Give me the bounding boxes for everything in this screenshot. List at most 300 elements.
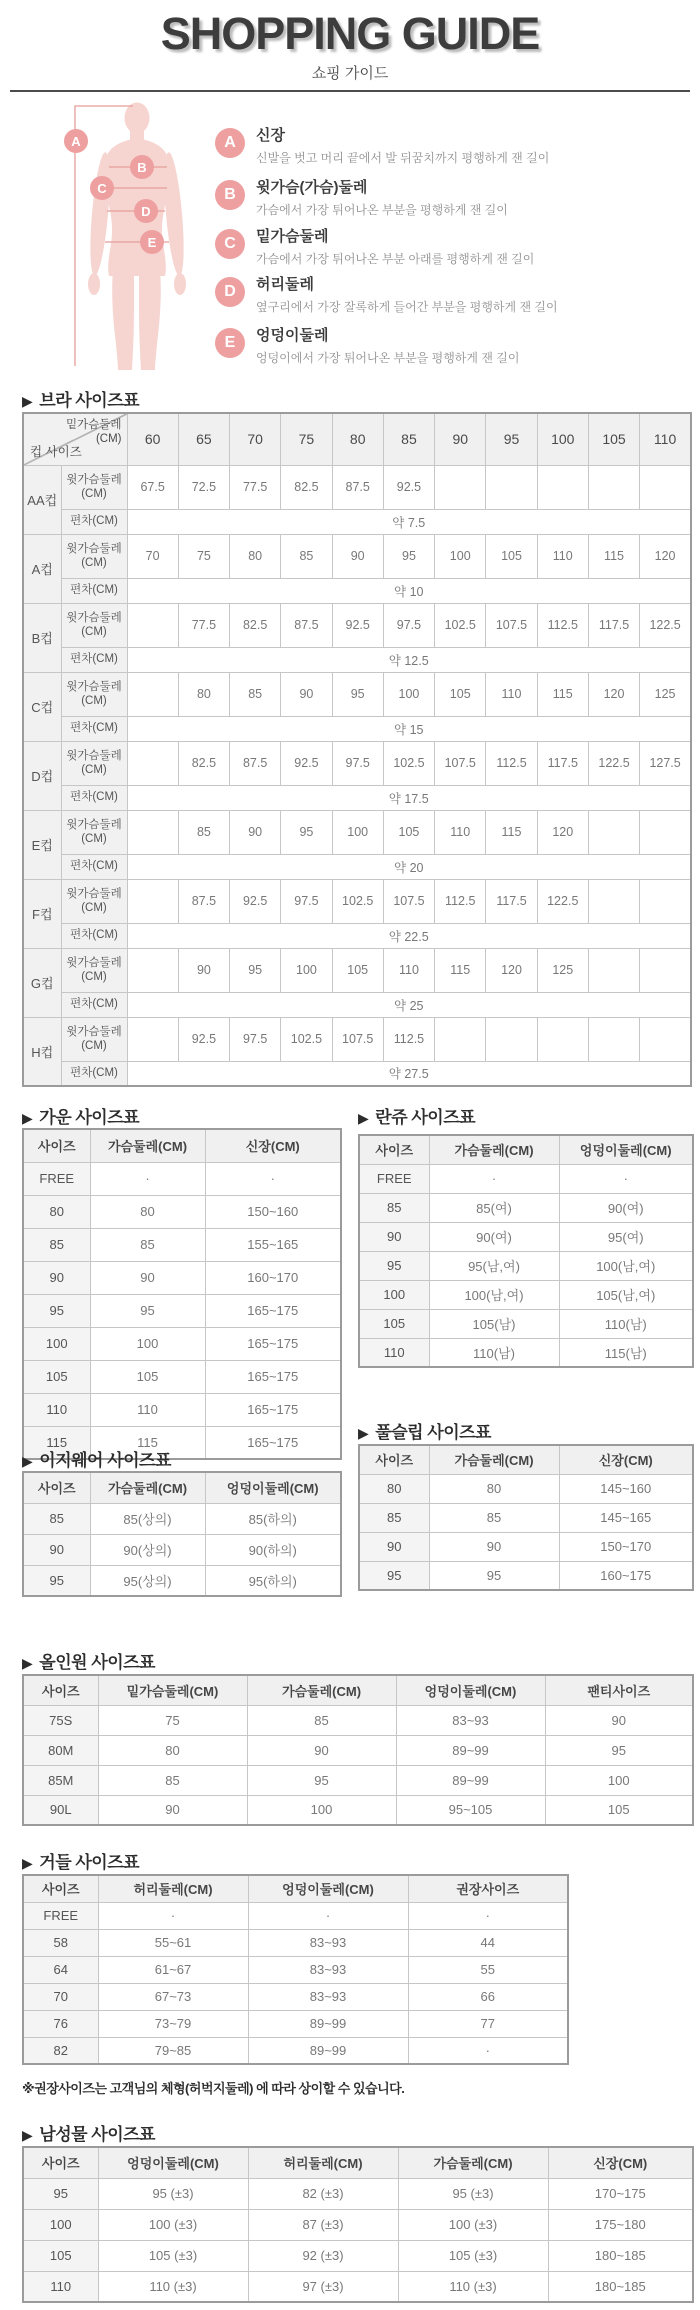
bust-value-cell: 87.5 xyxy=(178,879,229,923)
bust-value-cell: 105 xyxy=(435,672,486,716)
table-cell: 89~99 xyxy=(248,2037,408,2064)
column-header: 사이즈 xyxy=(23,1875,98,1902)
bust-value-cell xyxy=(640,810,691,854)
table-cell: 110 (±3) xyxy=(398,2271,548,2302)
legend-item-waist xyxy=(215,277,558,315)
table-cell: 100 xyxy=(247,1795,396,1825)
table-cell: 83~93 xyxy=(248,1983,408,2010)
cup-size-label: C컵 xyxy=(23,672,61,741)
column-header: 신장(CM) xyxy=(205,1129,341,1162)
table-cell: 55~61 xyxy=(98,1929,248,1956)
column-header: 엉덩이둘레(CM) xyxy=(559,1135,693,1164)
column-header: 가슴둘레(CM) xyxy=(90,1472,205,1503)
table-cell: 100 xyxy=(90,1327,205,1360)
legend-desc: 엉덩이에서 가장 튀어나온 부분을 평행하게 잰 길이 xyxy=(256,350,520,365)
deviation-row-label: 편차(CM) xyxy=(61,854,127,879)
bust-value-cell: 90 xyxy=(230,810,281,854)
band-size-header: 85 xyxy=(383,413,434,465)
section-arrow-icon: ▶ xyxy=(22,2127,33,2143)
table-cell: · xyxy=(248,1902,408,1929)
table-cell: 90(여) xyxy=(429,1222,559,1251)
column-header: 엉덩이둘레(CM) xyxy=(205,1472,341,1503)
row-size-label: 85 xyxy=(359,1193,429,1222)
row-size-label: FREE xyxy=(23,1162,90,1195)
row-size-label: 80M xyxy=(23,1735,98,1765)
cup-size-label: H컵 xyxy=(23,1017,61,1086)
table-cell: 90(하의) xyxy=(205,1534,341,1565)
table-cell: 87 (±3) xyxy=(248,2209,398,2240)
bust-value-cell: 102.5 xyxy=(281,1017,332,1061)
corner-label-band: 밑가슴둘레 (CM) xyxy=(65,419,122,446)
bust-value-cell: 107.5 xyxy=(332,1017,383,1061)
measure-legend xyxy=(215,98,693,378)
table-cell: · xyxy=(408,1902,568,1929)
section-title-bra: ▶ 브라 사이즈표 xyxy=(22,391,140,410)
easywear-size-table xyxy=(22,1471,340,1597)
row-size-label: 110 xyxy=(359,1338,429,1367)
bust-value-cell: 115 xyxy=(588,534,639,578)
table-cell: 97 (±3) xyxy=(248,2271,398,2302)
bust-row-label: 윗가슴둘레 (CM) xyxy=(61,1017,127,1061)
bust-value-cell xyxy=(127,603,178,647)
deviation-value-cell: 약 12.5 xyxy=(127,647,691,672)
table-cell: 165~175 xyxy=(205,1426,341,1459)
page-title: SHOPPING GUIDE xyxy=(160,8,540,59)
bust-value-cell: 115 xyxy=(486,810,537,854)
bust-value-cell: 112.5 xyxy=(537,603,588,647)
bust-value-cell: 117.5 xyxy=(486,879,537,923)
deviation-row-label: 편차(CM) xyxy=(61,716,127,741)
bust-value-cell: 122.5 xyxy=(537,879,588,923)
bust-value-cell: 90 xyxy=(281,672,332,716)
letter-badge-e: E xyxy=(215,328,245,358)
row-size-label: 75S xyxy=(23,1705,98,1735)
bust-value-cell: 110 xyxy=(383,948,434,992)
section-arrow-icon: ▶ xyxy=(358,1425,369,1441)
row-size-label: 64 xyxy=(23,1956,98,1983)
table-cell: 90 xyxy=(247,1735,396,1765)
table-cell: 55 xyxy=(408,1956,568,1983)
table-cell: 90 xyxy=(90,1261,205,1294)
table-cell: 150~170 xyxy=(559,1532,693,1561)
body-silhouette xyxy=(87,103,188,371)
row-size-label: 105 xyxy=(23,2240,98,2271)
table-cell: 180~185 xyxy=(548,2271,693,2302)
bust-value-cell: 87.5 xyxy=(332,465,383,509)
bust-value-cell: 82.5 xyxy=(230,603,281,647)
table-cell: 165~175 xyxy=(205,1327,341,1360)
table-cell: 90 xyxy=(98,1795,247,1825)
bra-size-table xyxy=(22,412,692,1087)
table-cell: 110(남) xyxy=(429,1338,559,1367)
figure-letter-c: C xyxy=(97,181,107,196)
row-size-label: 85M xyxy=(23,1765,98,1795)
section-arrow-icon: ▶ xyxy=(22,1655,33,1671)
table-cell: 83~93 xyxy=(396,1705,545,1735)
table-cell: 100 (±3) xyxy=(98,2209,248,2240)
legend-item-hip xyxy=(215,328,519,366)
table-cell: 105 xyxy=(545,1795,693,1825)
row-size-label: 110 xyxy=(23,1393,90,1426)
table-cell: 89~99 xyxy=(396,1735,545,1765)
column-header: 가슴둘레(CM) xyxy=(429,1445,559,1474)
page-subtitle: 쇼핑 가이드 xyxy=(311,65,389,82)
row-size-label: 58 xyxy=(23,1929,98,1956)
bust-value-cell: 92.5 xyxy=(281,741,332,785)
mens-size-table xyxy=(22,2146,692,2303)
bust-value-cell xyxy=(486,465,537,509)
band-size-header: 70 xyxy=(230,413,281,465)
table-cell: 160~170 xyxy=(205,1261,341,1294)
legend-desc: 가슴에서 가장 튀어나온 부분을 평행하게 잰 길이 xyxy=(256,202,508,217)
bust-row-label: 윗가슴둘레 (CM) xyxy=(61,810,127,854)
bust-value-cell xyxy=(127,948,178,992)
table-cell: 80 xyxy=(429,1474,559,1503)
section-arrow-icon: ▶ xyxy=(358,1110,369,1126)
bust-row-label: 윗가슴둘레 (CM) xyxy=(61,948,127,992)
bust-value-cell: 92.5 xyxy=(178,1017,229,1061)
row-size-label: 85 xyxy=(359,1503,429,1532)
bust-value-cell: 117.5 xyxy=(588,603,639,647)
bust-value-cell xyxy=(435,465,486,509)
bust-value-cell xyxy=(435,1017,486,1061)
row-size-label: 85 xyxy=(23,1503,90,1534)
row-size-label: 105 xyxy=(23,1360,90,1393)
table-cell: 160~175 xyxy=(559,1561,693,1590)
corner-label-cup: 컵 사이즈 xyxy=(30,444,82,459)
column-header: 사이즈 xyxy=(359,1135,429,1164)
table-cell: 165~175 xyxy=(205,1294,341,1327)
table-cell: 175~180 xyxy=(548,2209,693,2240)
bust-value-cell: 127.5 xyxy=(640,741,691,785)
table-cell: 83~93 xyxy=(248,1956,408,1983)
table-cell: 155~165 xyxy=(205,1228,341,1261)
table-cell: 95 (±3) xyxy=(398,2178,548,2209)
row-size-label: 95 xyxy=(359,1251,429,1280)
table-cell: 105(남) xyxy=(429,1309,559,1338)
bust-row-label: 윗가슴둘레 (CM) xyxy=(61,534,127,578)
table-cell: 95 xyxy=(545,1735,693,1765)
table-cell: 82 (±3) xyxy=(248,2178,398,2209)
column-header: 신장(CM) xyxy=(559,1445,693,1474)
column-header: 허리둘레(CM) xyxy=(98,1875,248,1902)
bust-value-cell: 80 xyxy=(230,534,281,578)
deviation-value-cell: 약 22.5 xyxy=(127,923,691,948)
bust-value-cell xyxy=(588,1017,639,1061)
table-cell: 85 xyxy=(429,1503,559,1532)
table-cell: 90 xyxy=(429,1532,559,1561)
bust-value-cell: 82.5 xyxy=(178,741,229,785)
table-cell: 75 xyxy=(98,1705,247,1735)
bust-value-cell: 122.5 xyxy=(640,603,691,647)
bust-value-cell: 77.5 xyxy=(230,465,281,509)
table-cell: 105 (±3) xyxy=(398,2240,548,2271)
row-size-label: 90L xyxy=(23,1795,98,1825)
bust-value-cell xyxy=(127,879,178,923)
bust-value-cell: 75 xyxy=(178,534,229,578)
deviation-row-label: 편차(CM) xyxy=(61,785,127,810)
deviation-value-cell: 약 15 xyxy=(127,716,691,741)
bust-value-cell xyxy=(537,465,588,509)
row-size-label: 100 xyxy=(23,2209,98,2240)
bust-value-cell: 77.5 xyxy=(178,603,229,647)
bust-value-cell xyxy=(127,741,178,785)
row-size-label: 82 xyxy=(23,2037,98,2064)
bust-value-cell: 100 xyxy=(332,810,383,854)
column-header: 엉덩이둘레(CM) xyxy=(98,2147,248,2178)
row-size-label: 80 xyxy=(23,1195,90,1228)
band-size-header: 80 xyxy=(332,413,383,465)
allinone-size-table xyxy=(22,1674,692,1826)
bust-value-cell xyxy=(640,879,691,923)
letter-badge-b: B xyxy=(215,180,245,210)
band-size-header: 95 xyxy=(486,413,537,465)
bust-value-cell: 117.5 xyxy=(537,741,588,785)
table-cell: 145~165 xyxy=(559,1503,693,1532)
table-cell: 85(상의) xyxy=(90,1503,205,1534)
column-header: 가슴둘레(CM) xyxy=(247,1675,396,1705)
bra-table-corner-cell xyxy=(23,413,127,465)
figure-letter-a: A xyxy=(71,134,81,149)
column-header: 신장(CM) xyxy=(548,2147,693,2178)
column-header: 사이즈 xyxy=(23,1129,90,1162)
bust-value-cell: 120 xyxy=(486,948,537,992)
bust-value-cell: 92.5 xyxy=(230,879,281,923)
table-cell: 150~160 xyxy=(205,1195,341,1228)
table-cell: 110(남) xyxy=(559,1309,693,1338)
table-cell: 79~85 xyxy=(98,2037,248,2064)
row-size-label: 90 xyxy=(359,1222,429,1251)
column-header: 가슴둘레(CM) xyxy=(90,1129,205,1162)
bust-value-cell: 105 xyxy=(332,948,383,992)
girdle-note: ※권장사이즈는 고객님의 체형(허벅지둘레) 에 따라 상이할 수 있습니다. xyxy=(22,2081,405,2096)
row-size-label: 95 xyxy=(359,1561,429,1590)
bust-value-cell xyxy=(588,465,639,509)
bust-value-cell: 85 xyxy=(281,534,332,578)
table-cell: · xyxy=(429,1164,559,1193)
row-size-label: 80 xyxy=(359,1474,429,1503)
deviation-value-cell: 약 20 xyxy=(127,854,691,879)
bust-value-cell: 92.5 xyxy=(383,465,434,509)
bust-value-cell: 85 xyxy=(230,672,281,716)
section-title-gown: ▶ 가운 사이즈표 xyxy=(22,1108,140,1127)
bust-value-cell: 120 xyxy=(588,672,639,716)
bust-value-cell xyxy=(640,1017,691,1061)
table-cell: 85 xyxy=(98,1765,247,1795)
legend-title: 밑가슴둘레 xyxy=(256,228,329,245)
row-size-label: 90 xyxy=(23,1534,90,1565)
bust-value-cell: 112.5 xyxy=(383,1017,434,1061)
table-cell: 61~67 xyxy=(98,1956,248,1983)
body-figure-illustration xyxy=(55,98,215,378)
letter-badge-a: A xyxy=(215,128,245,158)
bust-value-cell: 72.5 xyxy=(178,465,229,509)
bust-value-cell: 102.5 xyxy=(435,603,486,647)
legend-title: 허리둘레 xyxy=(256,276,314,293)
table-cell: 95~105 xyxy=(396,1795,545,1825)
section-title-mens: ▶ 남성물 사이즈표 xyxy=(22,2125,155,2144)
bust-value-cell: 97.5 xyxy=(383,603,434,647)
row-size-label: 90 xyxy=(359,1532,429,1561)
bust-value-cell: 110 xyxy=(435,810,486,854)
table-cell: 100(남,여) xyxy=(429,1280,559,1309)
ranju-size-table xyxy=(358,1134,692,1368)
table-cell: 85 xyxy=(90,1228,205,1261)
table-cell: · xyxy=(408,2037,568,2064)
cup-size-label: G컵 xyxy=(23,948,61,1017)
table-cell: 80 xyxy=(98,1735,247,1765)
table-cell: 89~99 xyxy=(396,1765,545,1795)
letter-badge-c: C xyxy=(215,229,245,259)
deviation-row-label: 편차(CM) xyxy=(61,1061,127,1086)
bust-value-cell: 87.5 xyxy=(281,603,332,647)
deviation-value-cell: 약 17.5 xyxy=(127,785,691,810)
cup-size-label: B컵 xyxy=(23,603,61,672)
bust-value-cell: 110 xyxy=(537,534,588,578)
bust-value-cell: 90 xyxy=(178,948,229,992)
bust-value-cell xyxy=(640,948,691,992)
section-arrow-icon: ▶ xyxy=(22,393,33,409)
deviation-value-cell: 약 10 xyxy=(127,578,691,603)
table-cell: 83~93 xyxy=(248,1929,408,1956)
bust-value-cell: 92.5 xyxy=(332,603,383,647)
cup-size-label: D컵 xyxy=(23,741,61,810)
bust-value-cell: 100 xyxy=(383,672,434,716)
column-header: 가슴둘레(CM) xyxy=(429,1135,559,1164)
legend-desc: 가슴에서 가장 튀어나온 부분 아래를 평행하게 잰 길이 xyxy=(256,251,535,266)
deviation-value-cell: 약 27.5 xyxy=(127,1061,691,1086)
table-cell: 110 (±3) xyxy=(98,2271,248,2302)
band-size-header: 105 xyxy=(588,413,639,465)
table-cell: 85(하의) xyxy=(205,1503,341,1534)
table-cell: · xyxy=(205,1162,341,1195)
girdle-size-table xyxy=(22,1874,567,2065)
row-size-label: 95 xyxy=(23,1294,90,1327)
bust-value-cell: 95 xyxy=(281,810,332,854)
table-cell: 73~79 xyxy=(98,2010,248,2037)
table-cell: 90(상의) xyxy=(90,1534,205,1565)
table-cell: 85(여) xyxy=(429,1193,559,1222)
row-size-label: 95 xyxy=(23,1565,90,1596)
bust-value-cell: 112.5 xyxy=(486,741,537,785)
column-header: 팬티사이즈 xyxy=(545,1675,693,1705)
bust-value-cell: 82.5 xyxy=(281,465,332,509)
table-cell: 90 xyxy=(545,1705,693,1735)
table-cell: 115 xyxy=(90,1426,205,1459)
bust-value-cell: 115 xyxy=(435,948,486,992)
cup-size-label: AA컵 xyxy=(23,465,61,534)
table-cell: 85 xyxy=(247,1705,396,1735)
bust-row-label: 윗가슴둘레 (CM) xyxy=(61,603,127,647)
section-title-ranju: ▶ 란쥬 사이즈표 xyxy=(358,1108,476,1127)
bust-value-cell: 85 xyxy=(178,810,229,854)
section-arrow-icon: ▶ xyxy=(22,1855,33,1871)
table-cell: 105(남,여) xyxy=(559,1280,693,1309)
table-cell: 100(남,여) xyxy=(559,1251,693,1280)
bust-value-cell: 107.5 xyxy=(435,741,486,785)
table-cell: 165~175 xyxy=(205,1360,341,1393)
bust-value-cell xyxy=(486,1017,537,1061)
bust-row-label: 윗가슴둘레 (CM) xyxy=(61,879,127,923)
deviation-row-label: 편차(CM) xyxy=(61,923,127,948)
legend-desc: 옆구리에서 가장 잘록하게 들어간 부분을 평행하게 잰 길이 xyxy=(256,299,558,314)
band-size-header: 60 xyxy=(127,413,178,465)
table-cell: 95(하의) xyxy=(205,1565,341,1596)
table-cell: · xyxy=(98,1902,248,1929)
bust-value-cell: 95 xyxy=(332,672,383,716)
bust-value-cell xyxy=(127,672,178,716)
bust-value-cell: 97.5 xyxy=(281,879,332,923)
figure-letter-b: B xyxy=(137,160,147,175)
bust-value-cell: 70 xyxy=(127,534,178,578)
bust-value-cell: 120 xyxy=(537,810,588,854)
bust-value-cell: 97.5 xyxy=(332,741,383,785)
bust-value-cell: 87.5 xyxy=(230,741,281,785)
deviation-row-label: 편차(CM) xyxy=(61,992,127,1017)
table-cell: · xyxy=(559,1164,693,1193)
bust-row-label: 윗가슴둘레 (CM) xyxy=(61,465,127,509)
column-header: 허리둘레(CM) xyxy=(248,2147,398,2178)
deviation-row-label: 편차(CM) xyxy=(61,509,127,534)
column-header: 권장사이즈 xyxy=(408,1875,568,1902)
gown-size-table xyxy=(22,1128,340,1460)
section-title-girdle: ▶ 거들 사이즈표 xyxy=(22,1853,140,1872)
table-cell: 95(상의) xyxy=(90,1565,205,1596)
bust-value-cell: 102.5 xyxy=(383,741,434,785)
column-header: 밑가슴둘레(CM) xyxy=(98,1675,247,1705)
bust-value-cell xyxy=(640,465,691,509)
bust-value-cell: 95 xyxy=(383,534,434,578)
bust-value-cell: 100 xyxy=(281,948,332,992)
table-cell: 170~175 xyxy=(548,2178,693,2209)
cup-size-label: F컵 xyxy=(23,879,61,948)
cup-size-label: A컵 xyxy=(23,534,61,603)
row-size-label: 76 xyxy=(23,2010,98,2037)
row-size-label: 95 xyxy=(23,2178,98,2209)
figure-letter-e: E xyxy=(147,235,157,250)
band-size-header: 110 xyxy=(640,413,691,465)
bust-value-cell: 112.5 xyxy=(435,879,486,923)
band-size-header: 65 xyxy=(178,413,229,465)
deviation-value-cell: 약 7.5 xyxy=(127,509,691,534)
column-header: 엉덩이둘레(CM) xyxy=(248,1875,408,1902)
bust-value-cell: 122.5 xyxy=(588,741,639,785)
legend-title: 윗가슴(가슴)둘레 xyxy=(256,179,368,196)
bust-value-cell: 110 xyxy=(486,672,537,716)
letter-badge-d: D xyxy=(215,277,245,307)
deviation-value-cell: 약 25 xyxy=(127,992,691,1017)
table-cell: 115(남) xyxy=(559,1338,693,1367)
header-divider xyxy=(10,90,690,92)
bust-value-cell: 105 xyxy=(486,534,537,578)
bust-value-cell: 105 xyxy=(383,810,434,854)
table-cell: 90(여) xyxy=(559,1193,693,1222)
column-header: 엉덩이둘레(CM) xyxy=(396,1675,545,1705)
section-arrow-icon: ▶ xyxy=(22,1453,33,1469)
column-header: 가슴둘레(CM) xyxy=(398,2147,548,2178)
bust-row-label: 윗가슴둘레 (CM) xyxy=(61,672,127,716)
table-cell: 80 xyxy=(90,1195,205,1228)
table-cell: 95(여) xyxy=(559,1222,693,1251)
table-cell: 67~73 xyxy=(98,1983,248,2010)
table-cell: 66 xyxy=(408,1983,568,2010)
table-cell: 95(남,여) xyxy=(429,1251,559,1280)
table-cell: 95 xyxy=(90,1294,205,1327)
bust-value-cell: 97.5 xyxy=(230,1017,281,1061)
section-title-easywear: ▶ 이지웨어 사이즈표 xyxy=(22,1451,171,1470)
legend-title: 엉덩이둘레 xyxy=(256,327,329,344)
bust-value-cell xyxy=(127,1017,178,1061)
